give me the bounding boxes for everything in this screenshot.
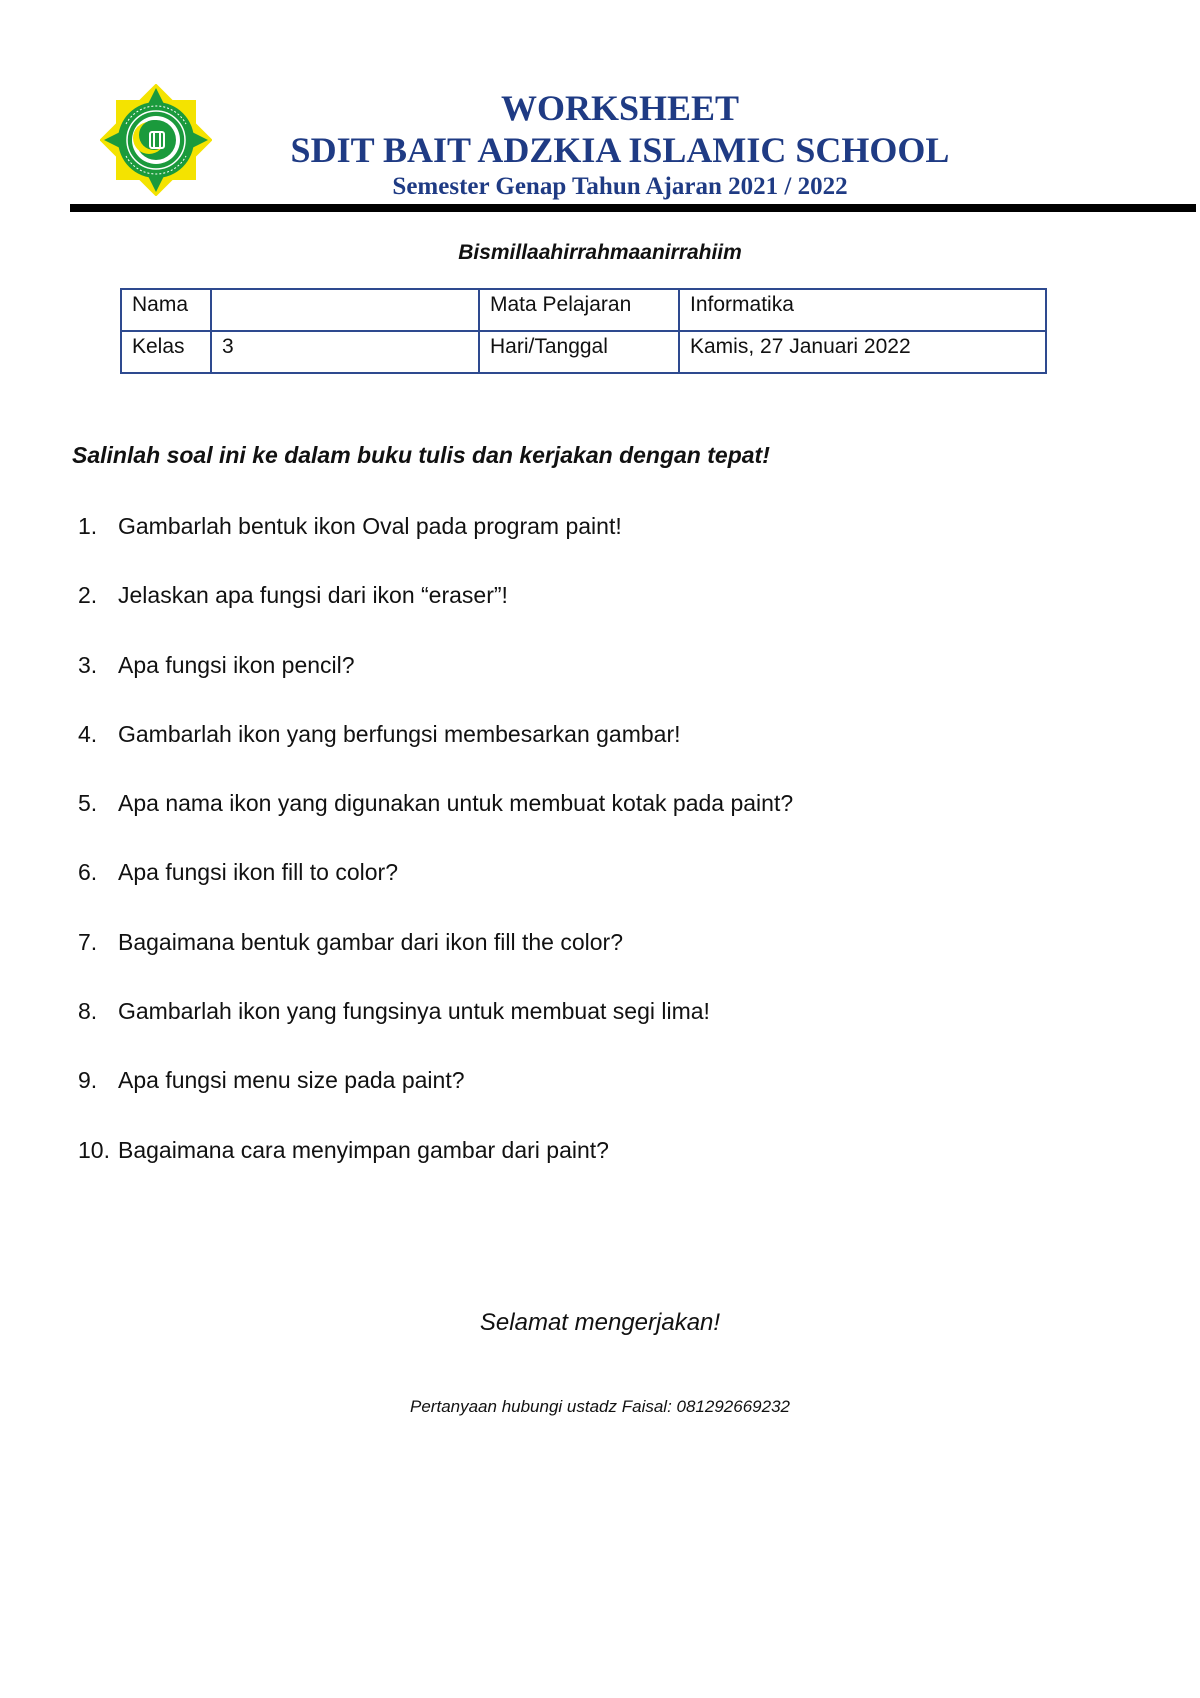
nama-field[interactable] bbox=[211, 289, 479, 331]
list-item bbox=[78, 857, 793, 926]
list-item bbox=[78, 719, 793, 788]
list-item bbox=[78, 1135, 793, 1204]
class-label: Kelas bbox=[121, 331, 211, 373]
list-item bbox=[78, 650, 793, 719]
bismillah-text: Bismillaahirrahmaanirrahiim bbox=[458, 241, 742, 264]
closing-text: Selamat mengerjakan! bbox=[479, 1309, 721, 1336]
question-number: 2. bbox=[78, 582, 98, 609]
list-item bbox=[78, 1065, 793, 1134]
question-number: 7. bbox=[78, 928, 98, 955]
student-info-table bbox=[120, 288, 1047, 374]
list-item bbox=[78, 996, 793, 1065]
nama-label: Nama bbox=[121, 289, 211, 331]
question-text: Bagaimana bentuk gambar dari ikon fill the color? bbox=[118, 928, 624, 955]
question-text: Gambarlah ikon yang fungsinya untuk membuat segi lima! bbox=[118, 998, 710, 1025]
question-number: 3. bbox=[78, 651, 98, 678]
date-value: Kamis, 27 Januari 2022 bbox=[679, 331, 1046, 373]
list-item bbox=[78, 788, 793, 857]
question-number: 9. bbox=[78, 1067, 98, 1094]
subject-label: Mata Pelajaran bbox=[479, 289, 679, 331]
question-text: Apa fungsi ikon pencil? bbox=[118, 651, 355, 678]
question-number: 10. bbox=[78, 1136, 110, 1163]
table-row bbox=[121, 331, 1046, 373]
question-number: 4. bbox=[78, 720, 98, 747]
question-number: 8. bbox=[78, 998, 98, 1025]
instruction-text: Salinlah soal ini ke dalam buku tulis dan kerjakan dengan tepat! bbox=[72, 442, 770, 468]
subject-value: Informatika bbox=[679, 289, 1046, 331]
question-number: 5. bbox=[78, 790, 98, 817]
contact-text: Pertanyaan hubungi ustadz Faisal: 081292669232 bbox=[410, 1397, 790, 1416]
question-text: Apa nama ikon yang digunakan untuk membuat kotak pada paint? bbox=[118, 790, 794, 817]
question-text: Jelaskan apa fungsi dari ikon “eraser”! bbox=[118, 582, 508, 609]
question-text: Apa fungsi menu size pada paint? bbox=[118, 1067, 465, 1094]
question-text: Bagaimana cara menyimpan gambar dari paint? bbox=[118, 1136, 609, 1163]
table-row bbox=[121, 289, 1046, 331]
header-divider bbox=[70, 204, 1196, 212]
list-item bbox=[78, 511, 793, 580]
question-list bbox=[78, 511, 793, 1204]
question-number: 6. bbox=[78, 859, 98, 886]
worksheet-title: WORKSHEET bbox=[500, 88, 740, 128]
date-label: Hari/Tanggal bbox=[479, 331, 679, 373]
question-text: Gambarlah bentuk ikon Oval pada program paint! bbox=[118, 513, 622, 539]
semester-label: Semester Genap Tahun Ajaran 2021 / 2022 bbox=[392, 173, 848, 200]
school-name: SDIT BAIT ADZKIA ISLAMIC SCHOOL bbox=[290, 130, 950, 170]
class-value: 3 bbox=[211, 331, 479, 373]
question-text: Apa fungsi ikon fill to color? bbox=[118, 859, 398, 886]
list-item bbox=[78, 927, 793, 996]
school-crest-icon bbox=[100, 84, 212, 196]
question-text: Gambarlah ikon yang berfungsi membesarkan gambar! bbox=[118, 720, 681, 747]
question-number: 1. bbox=[78, 513, 98, 539]
list-item bbox=[78, 580, 793, 649]
